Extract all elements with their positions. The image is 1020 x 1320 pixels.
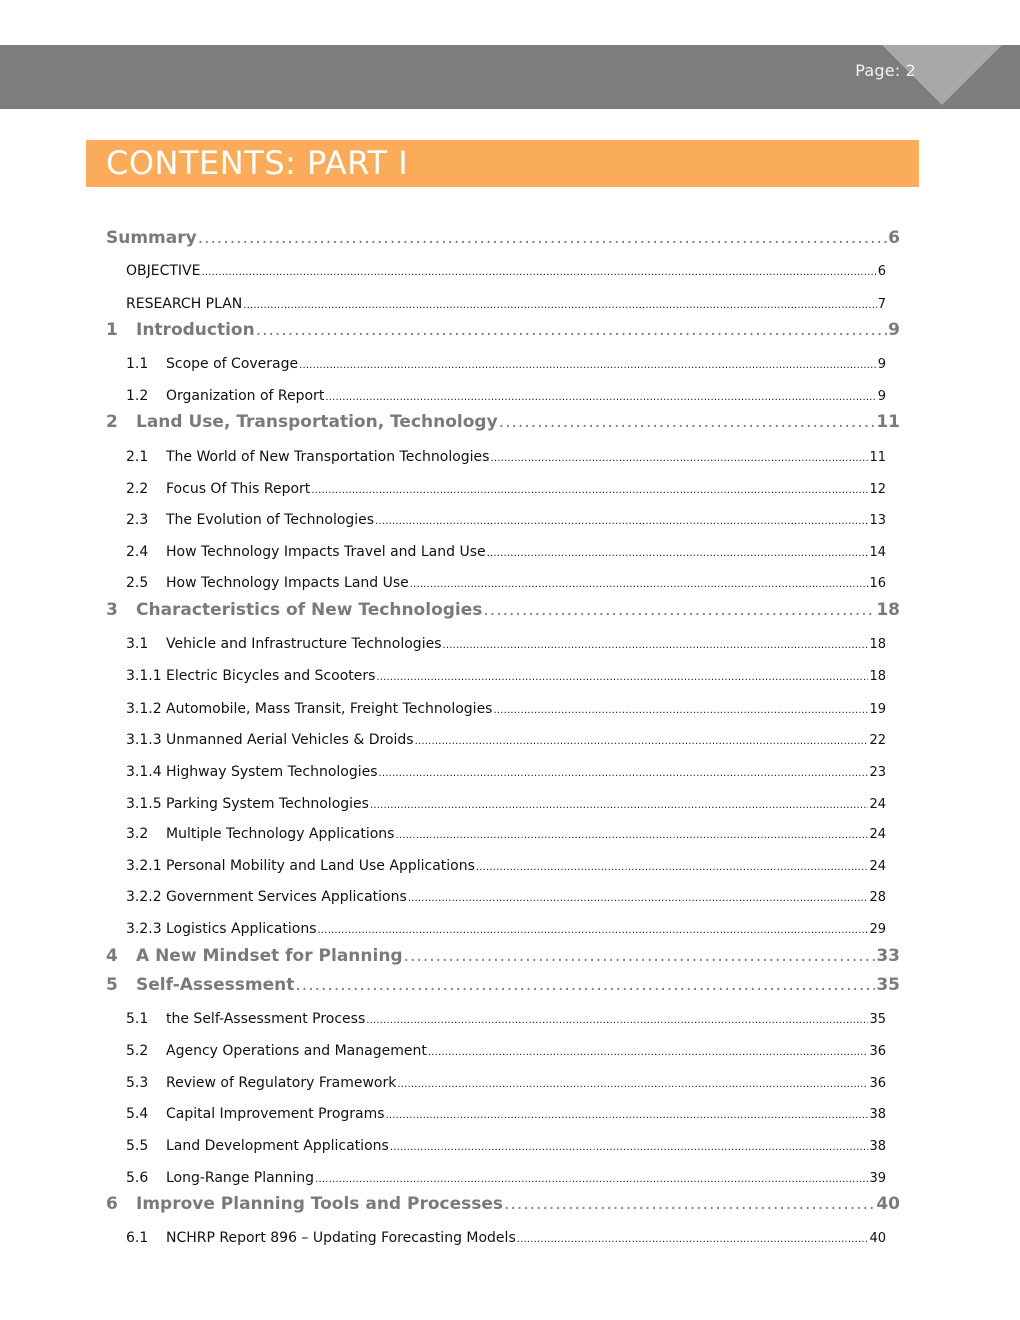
toc-entry-title: Improve Planning Tools and Processes — [136, 1194, 504, 1214]
toc-subentry[interactable] — [126, 826, 886, 842]
toc-entry-number: 3.1.3 — [126, 732, 162, 748]
toc-entry-title: Unmanned Aerial Vehicles & Droids — [166, 732, 414, 748]
toc-subentry[interactable] — [126, 1170, 886, 1186]
toc-entry-page-number: 29 — [869, 922, 886, 937]
toc-entry-page-number: 40 — [869, 1231, 886, 1246]
toc-entry-title: Highway System Technologies — [166, 764, 378, 780]
toc-entry-number: 2.4 — [126, 544, 149, 560]
toc-entry-page-number: 36 — [869, 1076, 886, 1091]
toc-entry-title: Automobile, Mass Transit, Freight Technologies — [166, 701, 493, 717]
toc-entry-page-number: 13 — [869, 513, 886, 528]
toc-entry-page-number: 36 — [869, 1044, 886, 1059]
toc-dot-leader — [315, 1174, 868, 1185]
toc-heading-entry[interactable] — [106, 412, 900, 432]
toc-entry-number: 3.1.2 — [126, 701, 162, 717]
toc-dot-leader — [311, 485, 868, 496]
toc-subentry[interactable] — [126, 512, 886, 528]
toc-entry-number: 5.3 — [126, 1075, 149, 1091]
toc-subentry[interactable] — [126, 1138, 886, 1154]
toc-entry-title: Land Use, Transportation, Technology — [136, 412, 498, 432]
toc-dot-leader — [428, 1047, 869, 1058]
toc-entry-page-number: 6 — [888, 228, 900, 248]
toc-subentry[interactable] — [126, 732, 886, 748]
toc-entry-number: 3.1 — [126, 636, 149, 652]
toc-entry-title: OBJECTIVE — [126, 263, 201, 279]
toc-entry-page-number: 24 — [869, 797, 886, 812]
toc-entry-title: Review of Regulatory Framework — [166, 1075, 397, 1091]
toc-entry-page-number: 18 — [876, 600, 900, 620]
toc-entry-page-number: 35 — [869, 1012, 886, 1027]
toc-entry-page-number: 18 — [869, 669, 886, 684]
toc-entry-page-number: 23 — [869, 765, 886, 780]
toc-subentry[interactable] — [126, 263, 886, 279]
toc-dot-leader — [325, 392, 876, 403]
toc-subentry[interactable] — [126, 668, 886, 684]
toc-entry-number: 2.1 — [126, 449, 149, 465]
toc-dot-leader — [376, 672, 868, 683]
toc-dot-leader — [198, 228, 887, 248]
toc-entry-page-number: 7 — [877, 297, 886, 312]
toc-entry-number: 2.5 — [126, 575, 149, 591]
toc-dot-leader — [404, 946, 876, 966]
toc-subentry[interactable] — [126, 388, 886, 404]
toc-entry-number: 2.3 — [126, 512, 149, 528]
toc-entry-title: Scope of Coverage — [166, 356, 299, 372]
toc-dot-leader — [243, 300, 876, 311]
toc-entry-number: 2 — [106, 412, 118, 432]
toc-subentry[interactable] — [126, 1106, 886, 1122]
toc-entry-title: Logistics Applications — [166, 921, 317, 937]
toc-subentry[interactable] — [126, 356, 886, 372]
toc-dot-leader — [295, 975, 875, 995]
toc-entry-number: 3 — [106, 600, 118, 620]
toc-dot-leader — [379, 768, 869, 779]
toc-entry-page-number: 24 — [869, 859, 886, 874]
toc-heading-entry[interactable] — [106, 975, 900, 995]
toc-dot-leader — [395, 830, 868, 841]
page-number-label: Page: 2 — [855, 61, 916, 80]
toc-entry-title: Multiple Technology Applications — [166, 826, 395, 842]
toc-dot-leader — [443, 640, 869, 651]
toc-dot-leader — [493, 705, 868, 716]
toc-entry-page-number: 38 — [869, 1107, 886, 1122]
toc-subentry[interactable] — [126, 481, 886, 497]
toc-entry-title: Vehicle and Infrastructure Technologies — [166, 636, 442, 652]
toc-dot-leader — [504, 1194, 875, 1214]
toc-entry-title: A New Mindset for Planning — [136, 946, 403, 966]
toc-dot-leader — [397, 1079, 868, 1090]
toc-heading-entry[interactable] — [106, 946, 900, 966]
toc-entry-number: 3.2.2 — [126, 889, 162, 905]
toc-subentry[interactable] — [126, 889, 886, 905]
toc-entry-page-number: 16 — [869, 576, 886, 591]
toc-dot-leader — [476, 862, 869, 873]
toc-entry-page-number: 6 — [877, 264, 886, 279]
toc-entry-page-number: 38 — [869, 1139, 886, 1154]
toc-subentry[interactable] — [126, 575, 886, 591]
toc-entry-title: Electric Bicycles and Scooters — [166, 668, 376, 684]
toc-entry-number: 3.2.1 — [126, 858, 162, 874]
toc-dot-leader — [318, 925, 869, 936]
toc-entry-number: 5 — [106, 975, 118, 995]
toc-entry-number: 4 — [106, 946, 118, 966]
toc-entry-page-number: 28 — [869, 890, 886, 905]
toc-entry-title: Government Services Applications — [166, 889, 407, 905]
toc-subentry[interactable] — [126, 449, 886, 465]
toc-entry-title: How Technology Impacts Travel and Land Use — [166, 544, 486, 560]
toc-entry-title: How Technology Impacts Land Use — [166, 575, 409, 591]
toc-entry-number: 5.4 — [126, 1106, 149, 1122]
toc-subentry[interactable] — [126, 796, 886, 812]
toc-entry-number: 5.5 — [126, 1138, 149, 1154]
toc-heading-entry[interactable] — [106, 600, 900, 620]
toc-dot-leader — [408, 893, 869, 904]
toc-subentry[interactable] — [126, 1011, 886, 1027]
toc-entry-title: Self-Assessment — [136, 975, 295, 995]
toc-dot-leader — [375, 516, 868, 527]
toc-entry-title: Capital Improvement Programs — [166, 1106, 385, 1122]
toc-subentry[interactable] — [126, 764, 886, 780]
toc-subentry[interactable] — [126, 921, 886, 937]
toc-entry-number: 5.2 — [126, 1043, 149, 1059]
toc-entry-title: Introduction — [136, 320, 255, 340]
toc-entry-title: RESEARCH PLAN — [126, 296, 243, 312]
toc-entry-title: The Evolution of Technologies — [166, 512, 375, 528]
toc-entry-title: Long-Range Planning — [166, 1170, 315, 1186]
toc-entry-page-number: 12 — [869, 482, 886, 497]
toc-entry-title: Land Development Applications — [166, 1138, 389, 1154]
toc-subentry[interactable] — [126, 701, 886, 717]
toc-heading-entry[interactable] — [106, 1194, 900, 1214]
toc-entry-title: Characteristics of New Technologies — [136, 600, 483, 620]
toc-entry-number: 1 — [106, 320, 118, 340]
toc-entry-page-number: 14 — [869, 545, 886, 560]
toc-entry-page-number: 11 — [876, 412, 900, 432]
toc-entry-page-number: 33 — [876, 946, 900, 966]
toc-dot-leader — [256, 320, 887, 340]
toc-entry-number: 5.1 — [126, 1011, 149, 1027]
toc-subentry[interactable] — [126, 296, 886, 312]
toc-entry-title: NCHRP Report 896 – Updating Forecasting Models — [166, 1230, 516, 1246]
toc-entry-title: Focus Of This Report — [166, 481, 311, 497]
toc-entry-number: 1.1 — [126, 356, 149, 372]
toc-entry-number: 6.1 — [126, 1230, 149, 1246]
toc-dot-leader — [386, 1110, 869, 1121]
toc-dot-leader — [487, 548, 869, 559]
toc-subentry[interactable] — [126, 544, 886, 560]
toc-entry-title: Summary — [106, 228, 197, 248]
toc-entry-page-number: 19 — [869, 702, 886, 717]
toc-entry-title: Personal Mobility and Land Use Applications — [166, 858, 475, 874]
toc-dot-leader — [517, 1234, 869, 1245]
toc-entry-page-number: 24 — [869, 827, 886, 842]
toc-heading-entry[interactable] — [106, 320, 900, 340]
toc-dot-leader — [490, 453, 868, 464]
toc-entry-number: 5.6 — [126, 1170, 149, 1186]
toc-subentry[interactable] — [126, 1230, 886, 1246]
toc-entry-number: 2.2 — [126, 481, 149, 497]
toc-entry-title: Agency Operations and Management — [166, 1043, 427, 1059]
toc-entry-title: the Self-Assessment Process — [166, 1011, 366, 1027]
toc-entry-title: Parking System Technologies — [166, 796, 369, 812]
toc-entry-page-number: 11 — [869, 450, 886, 465]
toc-dot-leader — [299, 360, 877, 371]
toc-entry-number: 3.2 — [126, 826, 149, 842]
toc-entry-number: 3.2.3 — [126, 921, 162, 937]
toc-dot-leader — [370, 800, 869, 811]
toc-entry-page-number: 9 — [877, 357, 886, 372]
toc-entry-page-number: 9 — [877, 389, 886, 404]
toc-entry-page-number: 18 — [869, 637, 886, 652]
toc-entry-number: 1.2 — [126, 388, 149, 404]
toc-dot-leader — [415, 736, 869, 747]
toc-entry-title: The World of New Transportation Technologies — [166, 449, 490, 465]
toc-subentry[interactable] — [126, 636, 886, 652]
toc-entry-number: 3.1.4 — [126, 764, 162, 780]
toc-entry-title: Organization of Report — [166, 388, 325, 404]
toc-dot-leader — [390, 1142, 869, 1153]
toc-heading-entry[interactable] — [106, 228, 900, 248]
toc-dot-leader — [366, 1015, 868, 1026]
toc-entry-page-number: 35 — [876, 975, 900, 995]
toc-entry-page-number: 9 — [888, 320, 900, 340]
toc-dot-leader — [499, 412, 876, 432]
toc-subentry[interactable] — [126, 858, 886, 874]
toc-entry-page-number: 40 — [876, 1194, 900, 1214]
toc-subentry[interactable] — [126, 1043, 886, 1059]
page-title: CONTENTS: PART I — [106, 144, 409, 182]
toc-dot-leader — [201, 267, 876, 278]
toc-subentry[interactable] — [126, 1075, 886, 1091]
toc-entry-page-number: 22 — [869, 733, 886, 748]
toc-entry-number: 3.1.1 — [126, 668, 162, 684]
toc-entry-number: 6 — [106, 1194, 118, 1214]
toc-dot-leader — [410, 579, 869, 590]
toc-dot-leader — [483, 600, 875, 620]
toc-entry-page-number: 39 — [869, 1171, 886, 1186]
toc-entry-number: 3.1.5 — [126, 796, 162, 812]
